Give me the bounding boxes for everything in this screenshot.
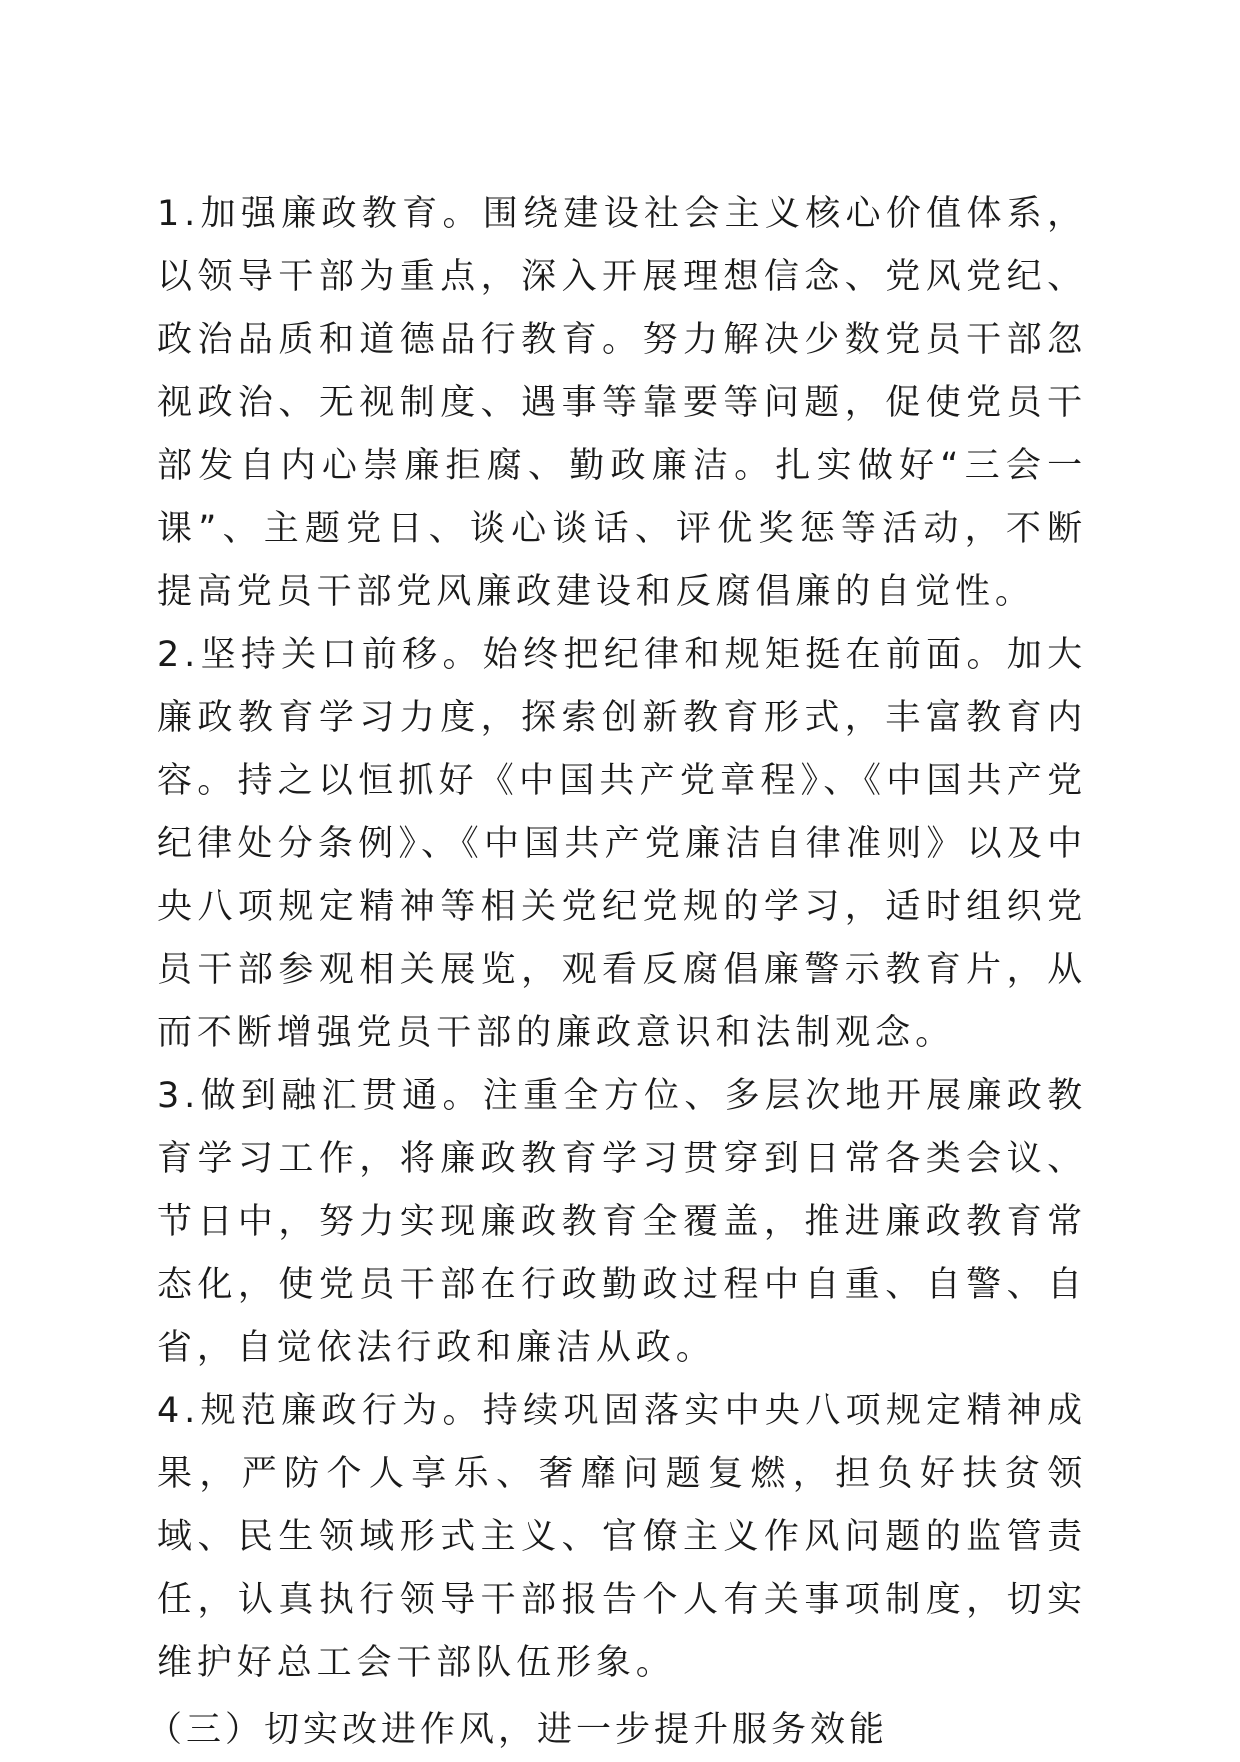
document-body (147, 183, 1087, 1762)
section-heading: （三）切实改进作风，进一步提升服务效能 (147, 1710, 889, 1750)
paragraph-strengthen-education: 1.加强廉政教育。围绕建设社会主义核心价值体系，以领导干部为重点，深入开展理想信念、党风党纪、政治品质和道德品行教育。努力解决少数党员干部忽视政治、无视制度、遇事等靠要等问题，促使党员干部发自内心崇廉拒腐、勤政廉洁。扎实做好“三会一课”、主题党日、谈心谈话、评优奖惩等活动，不断提高党员干部党风廉政建设和反腐倡廉的自觉性。 (157, 194, 1087, 612)
paragraph-move-forward: 2.坚持关口前移。始终把纪律和规矩挺在前面。加大廉政教育学习力度，探索创新教育形式，丰富教育内容。持之以恒抓好《中国共产党章程》、《中国共产党纪律处分条例》、《中国共产党廉洁自律准则》以及中央八项规定精神等相关党纪党规的学习，适时组织党员干部参观相关展览，观看反腐倡廉警示教育片，从而不断增强党员干部的廉政意识和法制观念。 (157, 635, 1087, 1053)
paragraph-standardize-conduct: 4.规范廉政行为。持续巩固落实中央八项规定精神成果，严防个人享乐、奢靡问题复燃，担负好扶贫领域、民生领域形式主义、官僚主义作风问题的监管责任，认真执行领导干部报告个人有关事项制度，切实维护好总工会干部队伍形象。 (157, 1391, 1087, 1683)
paragraph-integration: 3.做到融汇贯通。注重全方位、多层次地开展廉政教育学习工作，将廉政教育学习贯穿到日常各类会议、节日中，努力实现廉政教育全覆盖，推进廉政教育常态化，使党员干部在行政勤政过程中自重、自警、自省，自觉依法行政和廉洁从政。 (157, 1076, 1087, 1368)
